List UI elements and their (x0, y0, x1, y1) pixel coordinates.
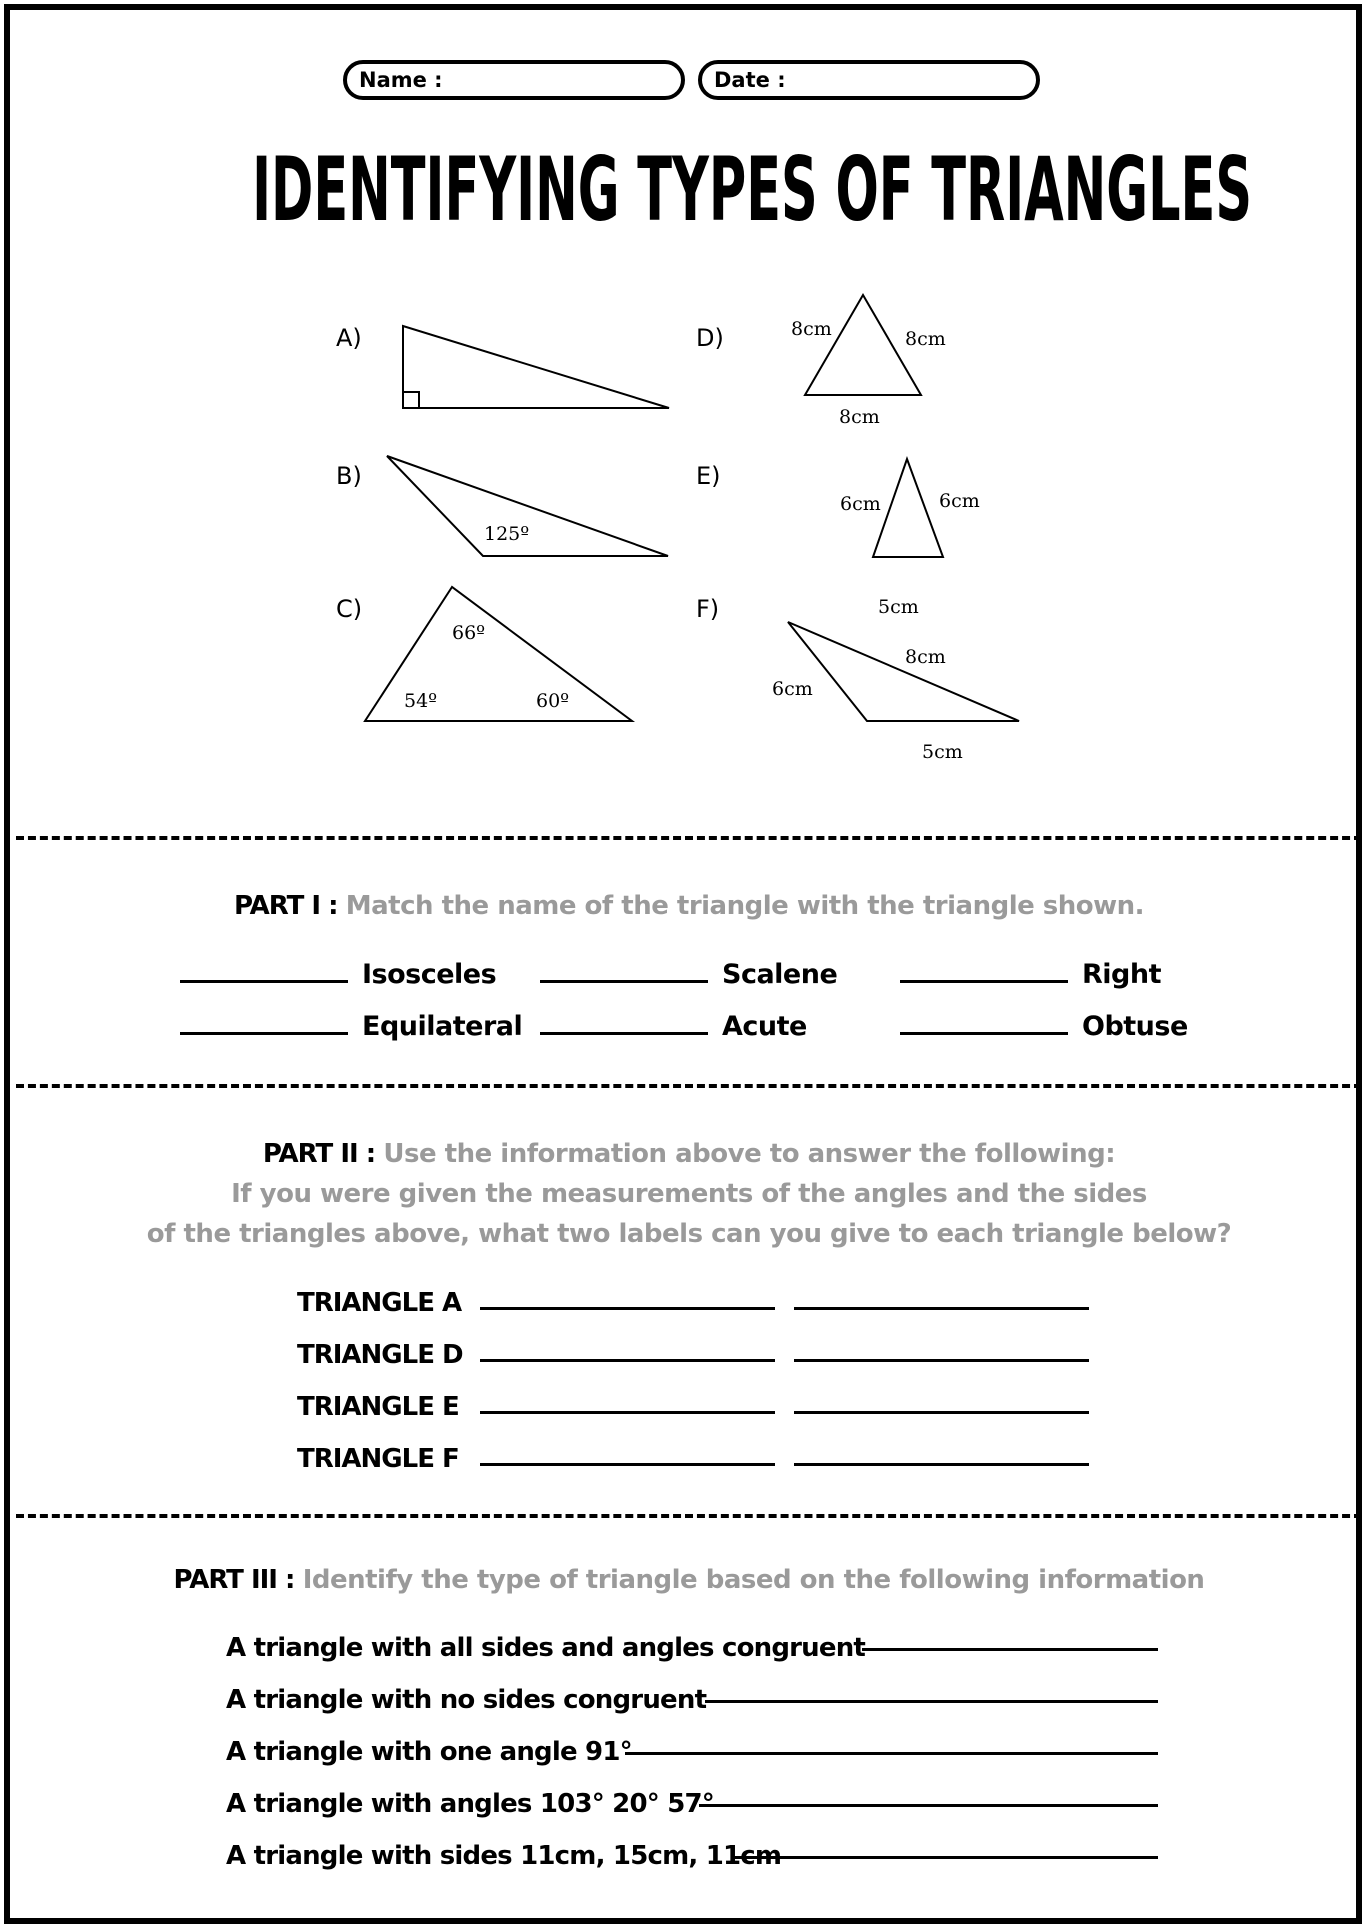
figure-label-c: C) (336, 595, 363, 623)
answer-blank[interactable] (900, 965, 1068, 983)
triangle-label: TRIANGLE E (297, 1392, 459, 1422)
answer-blank[interactable] (794, 1307, 1089, 1310)
part3-heading (10, 1560, 1366, 1600)
question-text: A triangle with one angle 91° (226, 1737, 632, 1767)
angle-c-top: 66º (452, 622, 486, 644)
match-option: Obtuse (1082, 1010, 1188, 1042)
answer-blank[interactable] (699, 1804, 1158, 1807)
match-item (180, 954, 496, 994)
triangle-answer-row (297, 1382, 477, 1422)
side-d-right: 8cm (905, 328, 946, 350)
match-option: Scalene (722, 958, 838, 990)
worksheet-page (4, 4, 1362, 1924)
side-e-right: 6cm (939, 490, 980, 512)
triangle-label: TRIANGLE A (297, 1288, 462, 1318)
angle-c-right: 60º (536, 690, 570, 712)
side-d-left: 8cm (791, 318, 832, 340)
match-item (900, 954, 1161, 994)
answer-blank[interactable] (625, 1752, 1158, 1755)
side-f-bottom: 5cm (922, 741, 963, 763)
match-option: Right (1082, 958, 1162, 990)
right-angle-marker (403, 392, 419, 408)
answer-blank[interactable] (733, 1856, 1158, 1859)
angle-b-label: 125º (484, 523, 530, 545)
side-e-bottom: 5cm (878, 596, 919, 618)
figure-label-e: E) (696, 462, 721, 490)
part2-instruction-line3: of the triangles above, what two labels can you give to each triangle below? (146, 1219, 1232, 1249)
part1-instruction: Match the name of the triangle with the triangle shown. (345, 891, 1145, 921)
answer-blank[interactable] (705, 1700, 1158, 1703)
section-divider (16, 1514, 1362, 1518)
answer-blank[interactable] (540, 965, 708, 983)
answer-blank[interactable] (794, 1463, 1089, 1466)
match-item (540, 1006, 807, 1046)
match-item (180, 1006, 522, 1046)
figure-label-a: A) (336, 324, 362, 352)
answer-blank[interactable] (794, 1359, 1089, 1362)
section-divider (16, 1084, 1362, 1088)
part1-label: PART I : (233, 891, 338, 921)
triangle-d-shape (805, 295, 921, 395)
answer-blank[interactable] (480, 1359, 775, 1362)
triangle-answer-row (297, 1278, 477, 1318)
figure-label-d: D) (696, 324, 724, 352)
side-f-left: 6cm (772, 678, 813, 700)
figure-label-b: B) (336, 462, 362, 490)
answer-blank[interactable] (540, 1017, 708, 1035)
answer-blank[interactable] (480, 1307, 775, 1310)
part1-heading (10, 886, 1366, 926)
angle-c-left: 54º (404, 690, 438, 712)
answer-blank[interactable] (180, 965, 348, 983)
triangle-answer-row (297, 1434, 477, 1474)
triangle-label: TRIANGLE D (297, 1340, 463, 1370)
triangle-e-shape (873, 459, 943, 557)
question-text: A triangle with angles 103° 20° 57° (226, 1789, 715, 1819)
triangle-label: TRIANGLE F (297, 1444, 459, 1474)
match-item (540, 954, 837, 994)
side-d-bottom: 8cm (839, 406, 880, 428)
figure-label-f: F) (696, 595, 720, 623)
match-option: Equilateral (362, 1010, 523, 1042)
part3-instruction: Identify the type of triangle based on the following information (302, 1565, 1205, 1595)
match-option: Isosceles (362, 958, 497, 990)
triangle-answer-row (297, 1330, 477, 1370)
answer-blank[interactable] (794, 1411, 1089, 1414)
question-text: A triangle with sides 11cm, 15cm, 11cm (226, 1841, 782, 1871)
answer-blank[interactable] (180, 1017, 348, 1035)
answer-blank[interactable] (480, 1411, 775, 1414)
answer-blank[interactable] (900, 1017, 1068, 1035)
side-f-top: 8cm (905, 646, 946, 668)
triangle-a-shape (403, 326, 669, 408)
section-divider (16, 836, 1362, 840)
part2-heading (10, 1134, 1366, 1174)
date-label: Date : (714, 68, 786, 92)
part3-label: PART III : (173, 1565, 295, 1595)
question-text: A triangle with no sides congruent (226, 1685, 707, 1715)
side-e-left: 6cm (840, 493, 881, 515)
part2-instruction-line2: If you were given the measurements of the angles and the sides (231, 1179, 1147, 1209)
worksheet-title: IDENTIFYING TYPES OF TRIANGLES (252, 138, 1253, 241)
part2-instruction: Use the information above to answer the following: (383, 1139, 1116, 1169)
question-text: A triangle with all sides and angles congruent (226, 1633, 866, 1663)
triangle-diagram (10, 10, 1366, 810)
answer-blank[interactable] (480, 1463, 775, 1466)
triangle-f-shape (788, 622, 1019, 721)
name-label: Name : (359, 68, 443, 92)
part2-label: PART II : (262, 1139, 376, 1169)
triangle-figures (10, 10, 1366, 810)
answer-blank[interactable] (862, 1648, 1158, 1651)
match-option: Acute (722, 1010, 807, 1042)
match-item (900, 1006, 1188, 1046)
